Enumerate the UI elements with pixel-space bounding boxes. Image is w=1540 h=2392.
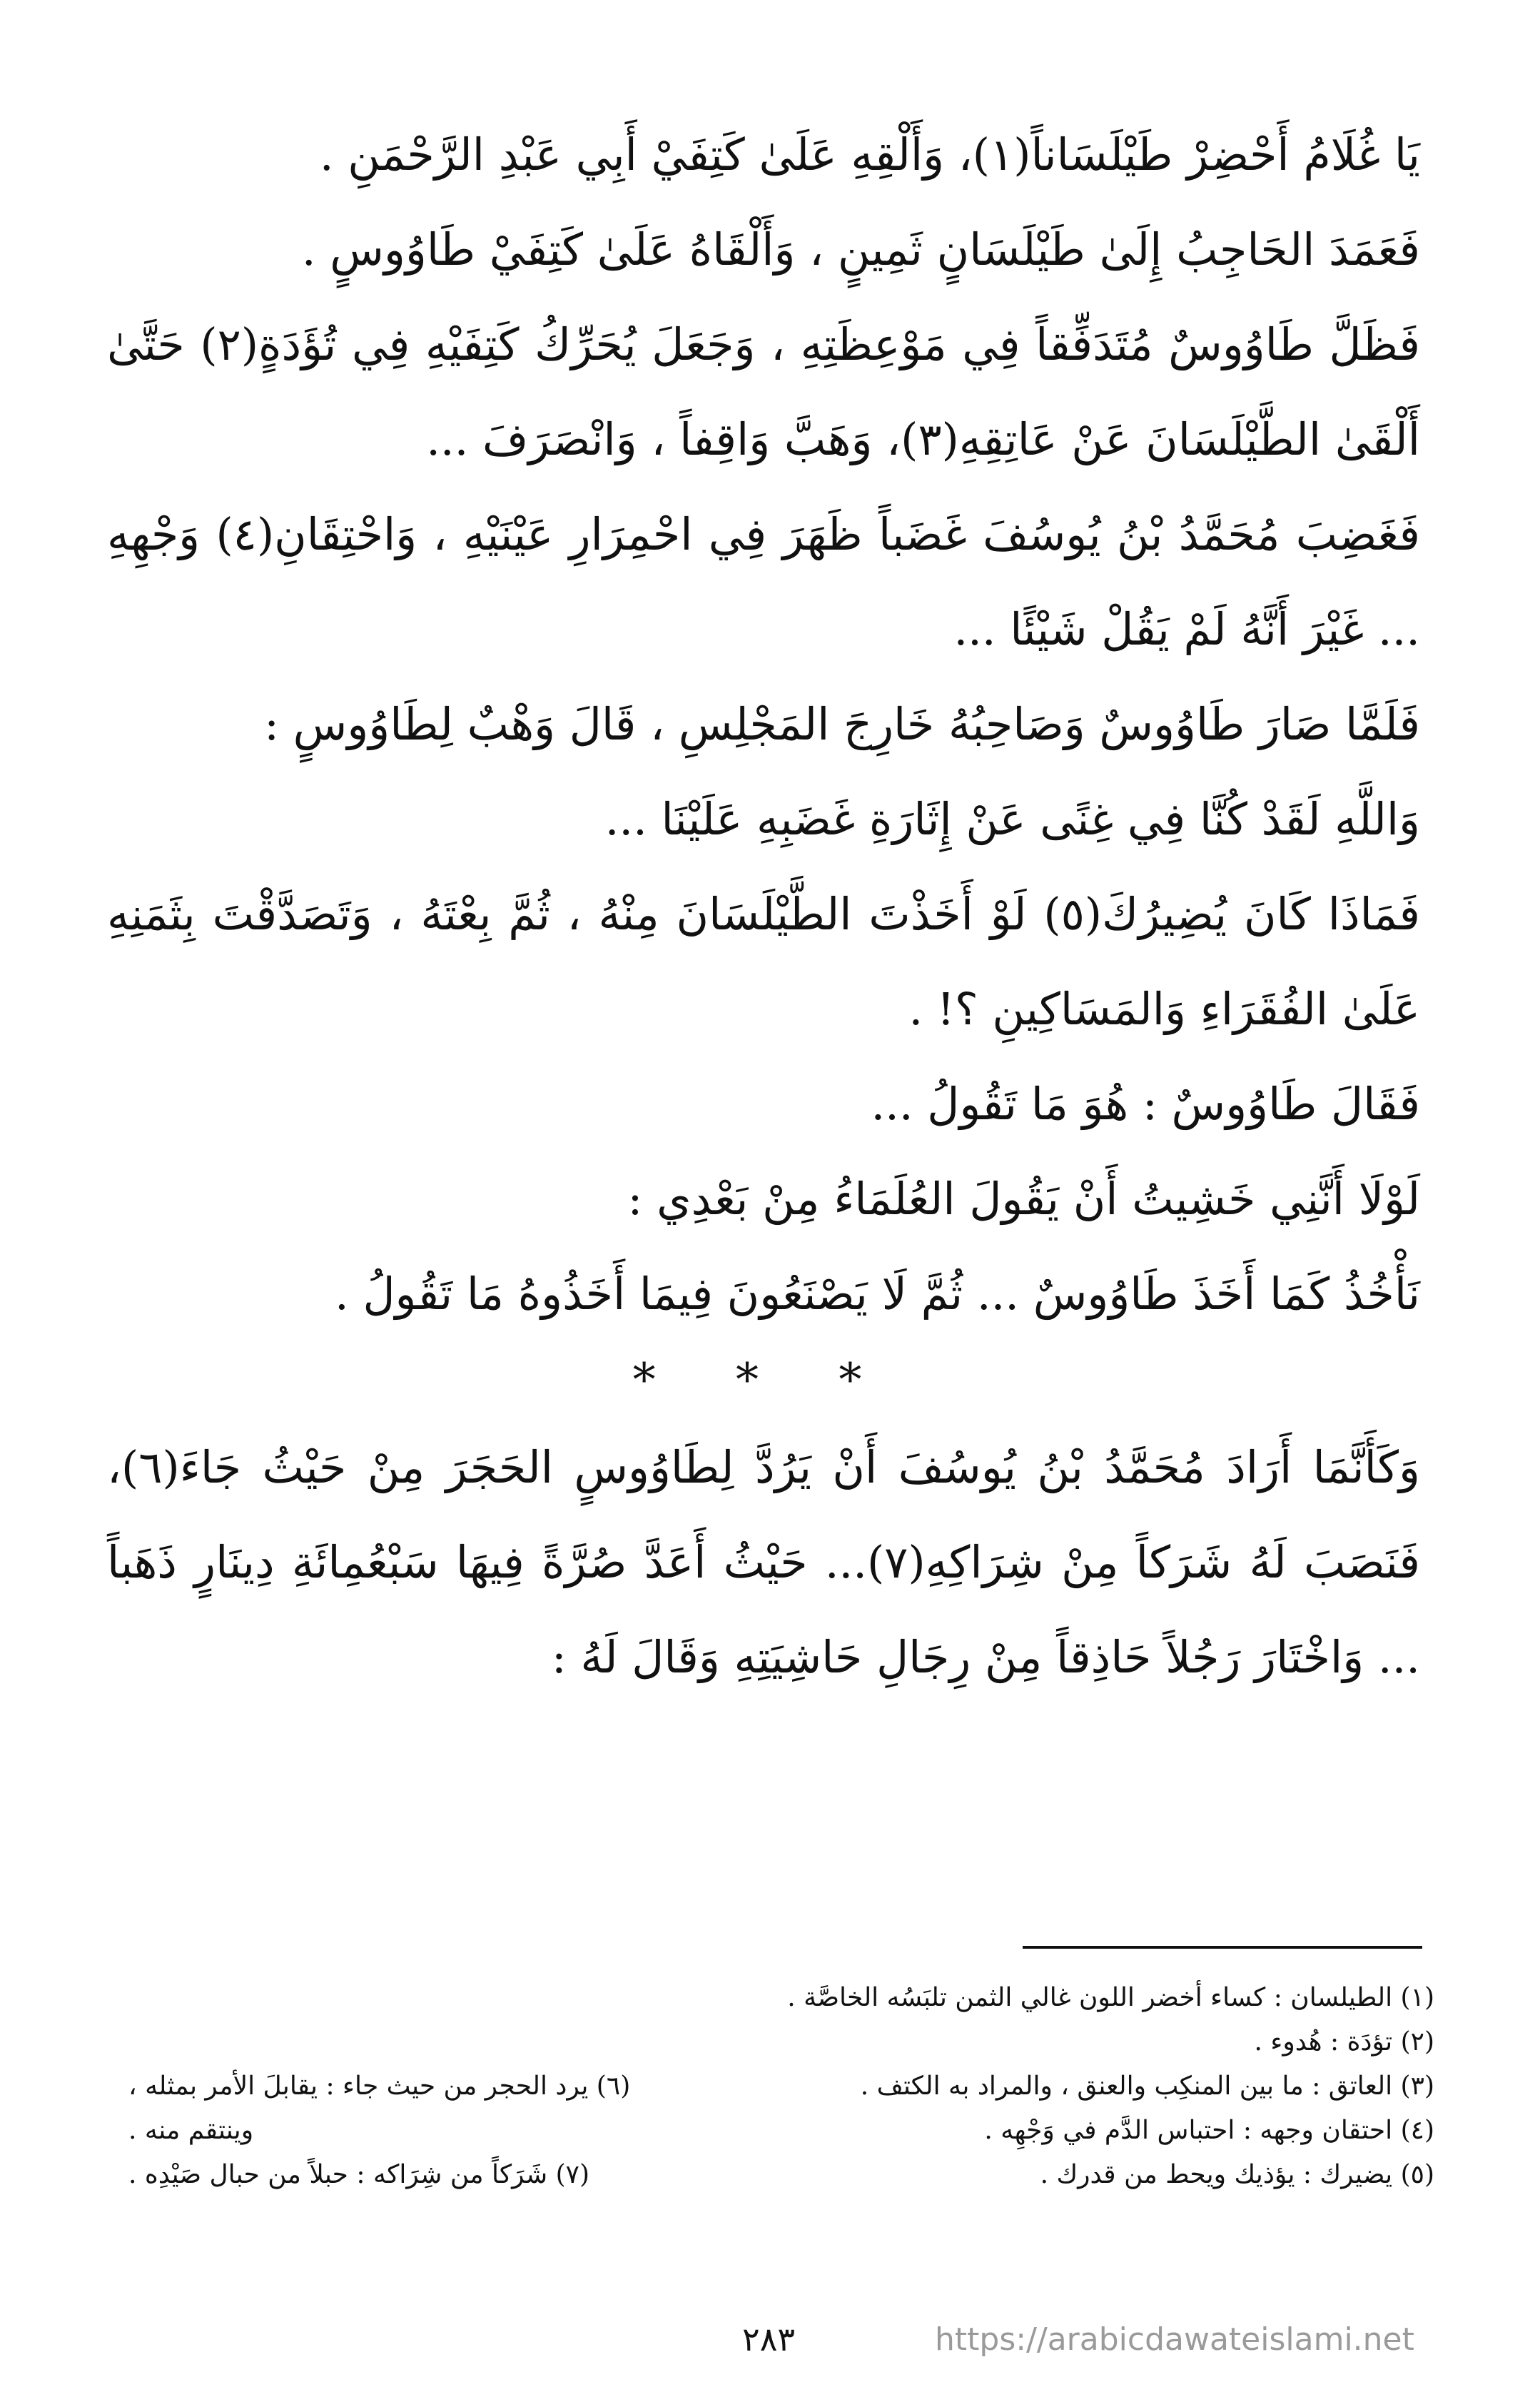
paragraph: يَا غُلَامُ أَحْضِرْ طَيْلَسَاناً(١)، وَأَلْقِهِ عَلَىٰ كَتِفَيْ أَبِي عَبْدِ الرَّحْمَنِ .: [319, 128, 1420, 181]
paragraph: فَعَمَدَ الحَاجِبُ إِلَىٰ طَيْلَسَانٍ ثَمِينٍ ، وَأَلْقَاهُ عَلَىٰ كَتِفَيْ طَاوُوسٍ .: [301, 223, 1420, 276]
footnote: (٣) العاتق : ما بين المنكِب والعنق ، والمراد به الكتف .: [860, 2071, 1434, 2101]
footnote-divider: [1023, 1946, 1422, 1949]
footnote: (٤) احتقان وجهه : احتباس الدَّم في وَجْهِه .: [984, 2116, 1434, 2145]
paragraph: فَغَضِبَ مُحَمَّدُ بْنُ يُوسُفَ غَضَباً ظَهَرَ فِي احْمِرَارِ عَيْنَيْهِ ، وَاحْتِقَانِ(٤) وَجْهِهِ ... غَيْرَ أَنَّهُ لَمْ يَقُلْ شَيْئًا ...: [107, 508, 1420, 655]
paragraph: نَأْخُذُ كَمَا أَخَذَ طَاوُوسٌ ... ثُمَّ لَا يَصْنَعُونَ فِيمَا أَخَذُوهُ مَا تَقُولُ .: [335, 1268, 1420, 1320]
watermark-url: https://arabicdawateislami.net: [935, 2321, 1414, 2358]
paragraph: وَاللَّهِ لَقَدْ كُنَّا فِي غِنًى عَنْ إِثَارَةِ غَضَبِهِ عَلَيْنَا ...: [604, 793, 1420, 845]
footnote: (٢) تؤدَة : هُدوء .: [1254, 2027, 1434, 2057]
page-number: ٢٨٣: [742, 2320, 796, 2358]
footnote-row: [128, 2109, 1434, 2153]
paragraph: لَوْلَا أَنَّنِي خَشِيتُ أَنْ يَقُولَ العُلَمَاءُ مِنْ بَعْدِي :: [627, 1173, 1420, 1225]
footnote-continuation: وينتقم منه .: [128, 2116, 254, 2145]
footnote: (٧) شَرَكاً من شِرَاكه : حبلاً من حبال صَيْدِه .: [128, 2160, 590, 2189]
paragraph: فَمَاذَا كَانَ يُضِيرُكَ(٥) لَوْ أَخَذْتَ الطَّيْلَسَانَ مِنْهُ ، ثُمَّ بِعْتَهُ ، وَتَصَدَّقْتَ بِثَمَنِهِ عَلَىٰ الفُقَرَاءِ وَالمَسَاكِينِ ؟! .: [107, 888, 1420, 1035]
footnotes: [128, 1976, 1434, 2197]
section-separator: * * *: [632, 1354, 895, 1407]
paragraph: وَكَأَنَّمَا أَرَادَ مُحَمَّدُ بْنُ يُوسُفَ أَنْ يَرُدَّ لِطَاوُوسٍ الحَجَرَ مِنْ حَيْثُ جَاءَ(٦)، فَنَصَبَ لَهُ شَرَكاً مِنْ شِرَاكِهِ(٧)... حَيْثُ أَعَدَّ صُرَّةً فِيهَا سَبْعُمِائَةِ دِينَارٍ ذَهَباً ... وَاخْتَارَ رَجُلاً حَاذِقاً مِنْ رِجَالِ حَاشِيَتِهِ وَقَالَ لَهُ :: [107, 1441, 1420, 1683]
footnote: (٥) يضيرك : يؤذيك ويحط من قدرك .: [1040, 2160, 1434, 2189]
footnote: (١) الطيلسان : كساء أخضر اللون غالي الثمن تلبَسُه الخاصَّة .: [787, 1983, 1434, 2012]
main-text: [107, 107, 1420, 1705]
paragraph: فَقَالَ طَاوُوسٌ : هُوَ مَا تَقُولُ ...: [871, 1078, 1420, 1130]
paragraph: فَلَمَّا صَارَ طَاوُوسٌ وَصَاحِبُهُ خَارِجَ المَجْلِسِ ، قَالَ وَهْبٌ لِطَاوُوسٍ :: [264, 698, 1420, 750]
paragraph: فَظَلَّ طَاوُوسٌ مُتَدَفِّقاً فِي مَوْعِظَتِهِ ، وَجَعَلَ يُحَرِّكُ كَتِفَيْهِ فِي تُؤَدَةٍ(٢) حَتَّىٰ أَلْقَىٰ الطَّيْلَسَانَ عَنْ عَاتِقِهِ(٣)، وَهَبَّ وَاقِفاً ، وَانْصَرَفَ ...: [107, 318, 1420, 465]
footnote-row: [128, 2064, 1434, 2109]
footnote-row: [128, 2153, 1434, 2197]
footnote: (٦) يرد الحجر من حيث جاء : يقابلَ الأمر بمثله ،: [128, 2071, 631, 2101]
